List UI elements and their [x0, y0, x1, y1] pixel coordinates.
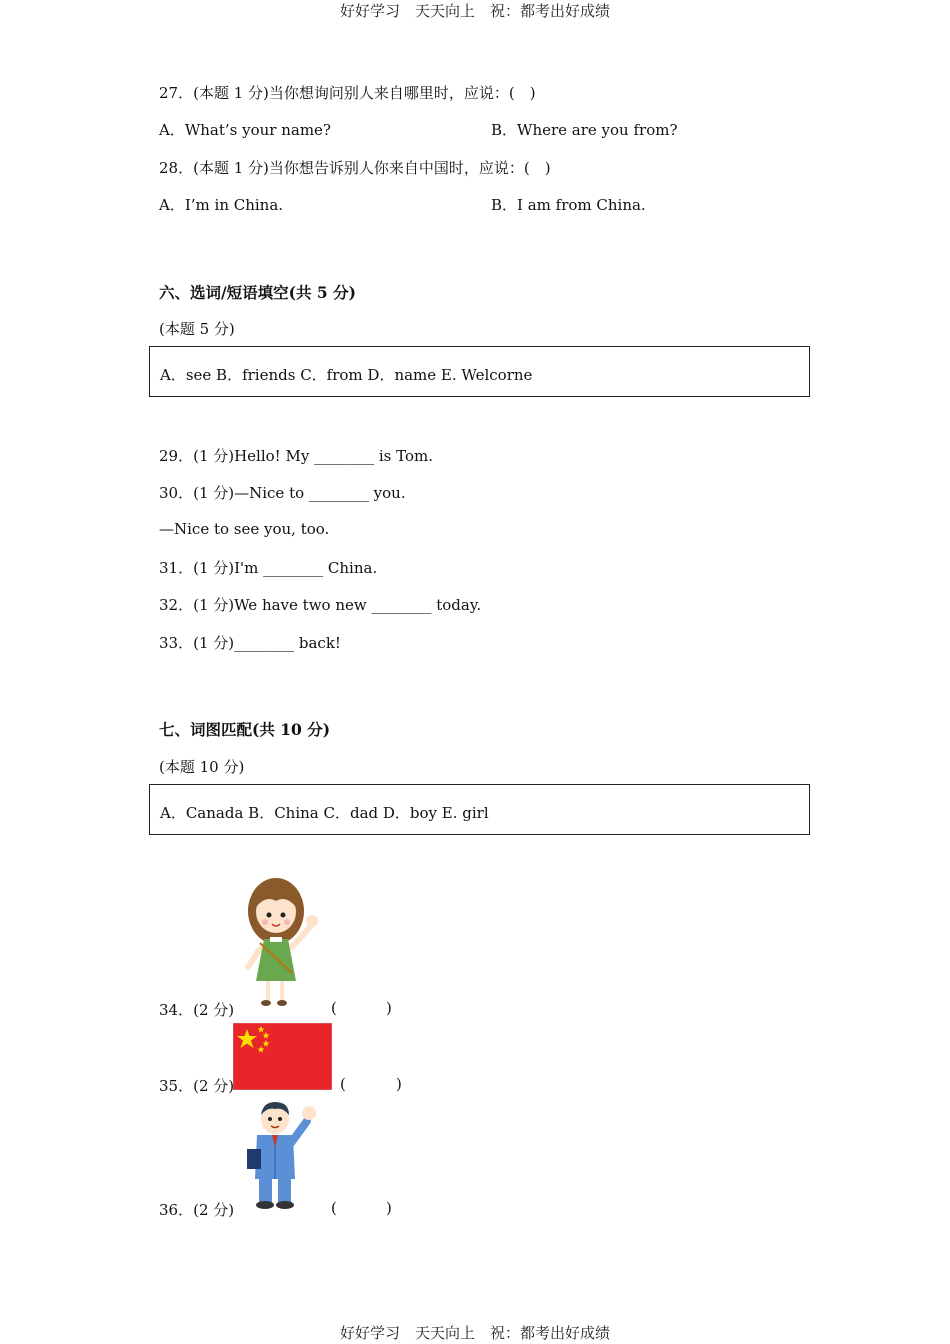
section6-options: A．see B．friends C．from D．name E. Welcorne	[160, 366, 533, 384]
page-footer: 好好学习 天天向上 祝：都考出好成绩	[339, 1324, 610, 1342]
q27-option-b[interactable]: B．Where are you from?	[491, 121, 678, 139]
q29: 29．(1 分)Hello! My ________ is Tom.	[159, 447, 433, 465]
page-header: 好好学习 天天向上 祝：都考出好成绩	[339, 2, 610, 20]
q35-paren-open[interactable]: (	[340, 1075, 346, 1093]
q34-paren-close[interactable]: )	[386, 999, 392, 1017]
q34-paren-open[interactable]: (	[331, 999, 337, 1017]
girl-waving-picture	[234, 877, 324, 1009]
section6-word-box	[149, 346, 810, 397]
q36-label: 36．(2 分)	[159, 1201, 235, 1219]
q28-stem: 28．(本题 1 分)当你想告诉别人你来自中国时，应说：( )	[159, 159, 551, 177]
china-flag-picture	[233, 1023, 332, 1090]
section7-word-box	[149, 784, 810, 835]
section7-title: 七、词图匹配(共 10 分)	[159, 720, 331, 739]
q33: 33．(1 分)________ back!	[159, 634, 341, 652]
q30: 30．(1 分)—Nice to ________ you.	[159, 484, 406, 502]
q30-reply: —Nice to see you, too.	[159, 520, 330, 538]
q35-paren-close[interactable]: )	[396, 1075, 402, 1093]
q31: 31．(1 分)I'm ________ China.	[159, 559, 378, 577]
q35-label: 35．(2 分)	[159, 1077, 235, 1095]
section7-note: (本题 10 分)	[159, 758, 245, 776]
q28-option-b[interactable]: B．I am from China.	[491, 196, 646, 214]
q27-stem: 27．(本题 1 分)当你想询问别人来自哪里时，应说：( )	[159, 84, 536, 102]
q36-paren-open[interactable]: (	[331, 1199, 337, 1217]
q27-option-a[interactable]: A．What’s your name?	[159, 121, 331, 139]
section6-title: 六、选词/短语填空(共 5 分)	[159, 283, 356, 302]
q32: 32．(1 分)We have two new ________ today.	[159, 596, 482, 614]
section6-note: (本题 5 分)	[159, 320, 235, 338]
q28-option-a[interactable]: A．I’m in China.	[159, 196, 284, 214]
man-waving-picture	[243, 1099, 323, 1211]
section7-options: A．Canada B．China C．dad D．boy E. girl	[160, 804, 489, 822]
q36-paren-close[interactable]: )	[386, 1199, 392, 1217]
q34-label: 34．(2 分)	[159, 1001, 235, 1019]
